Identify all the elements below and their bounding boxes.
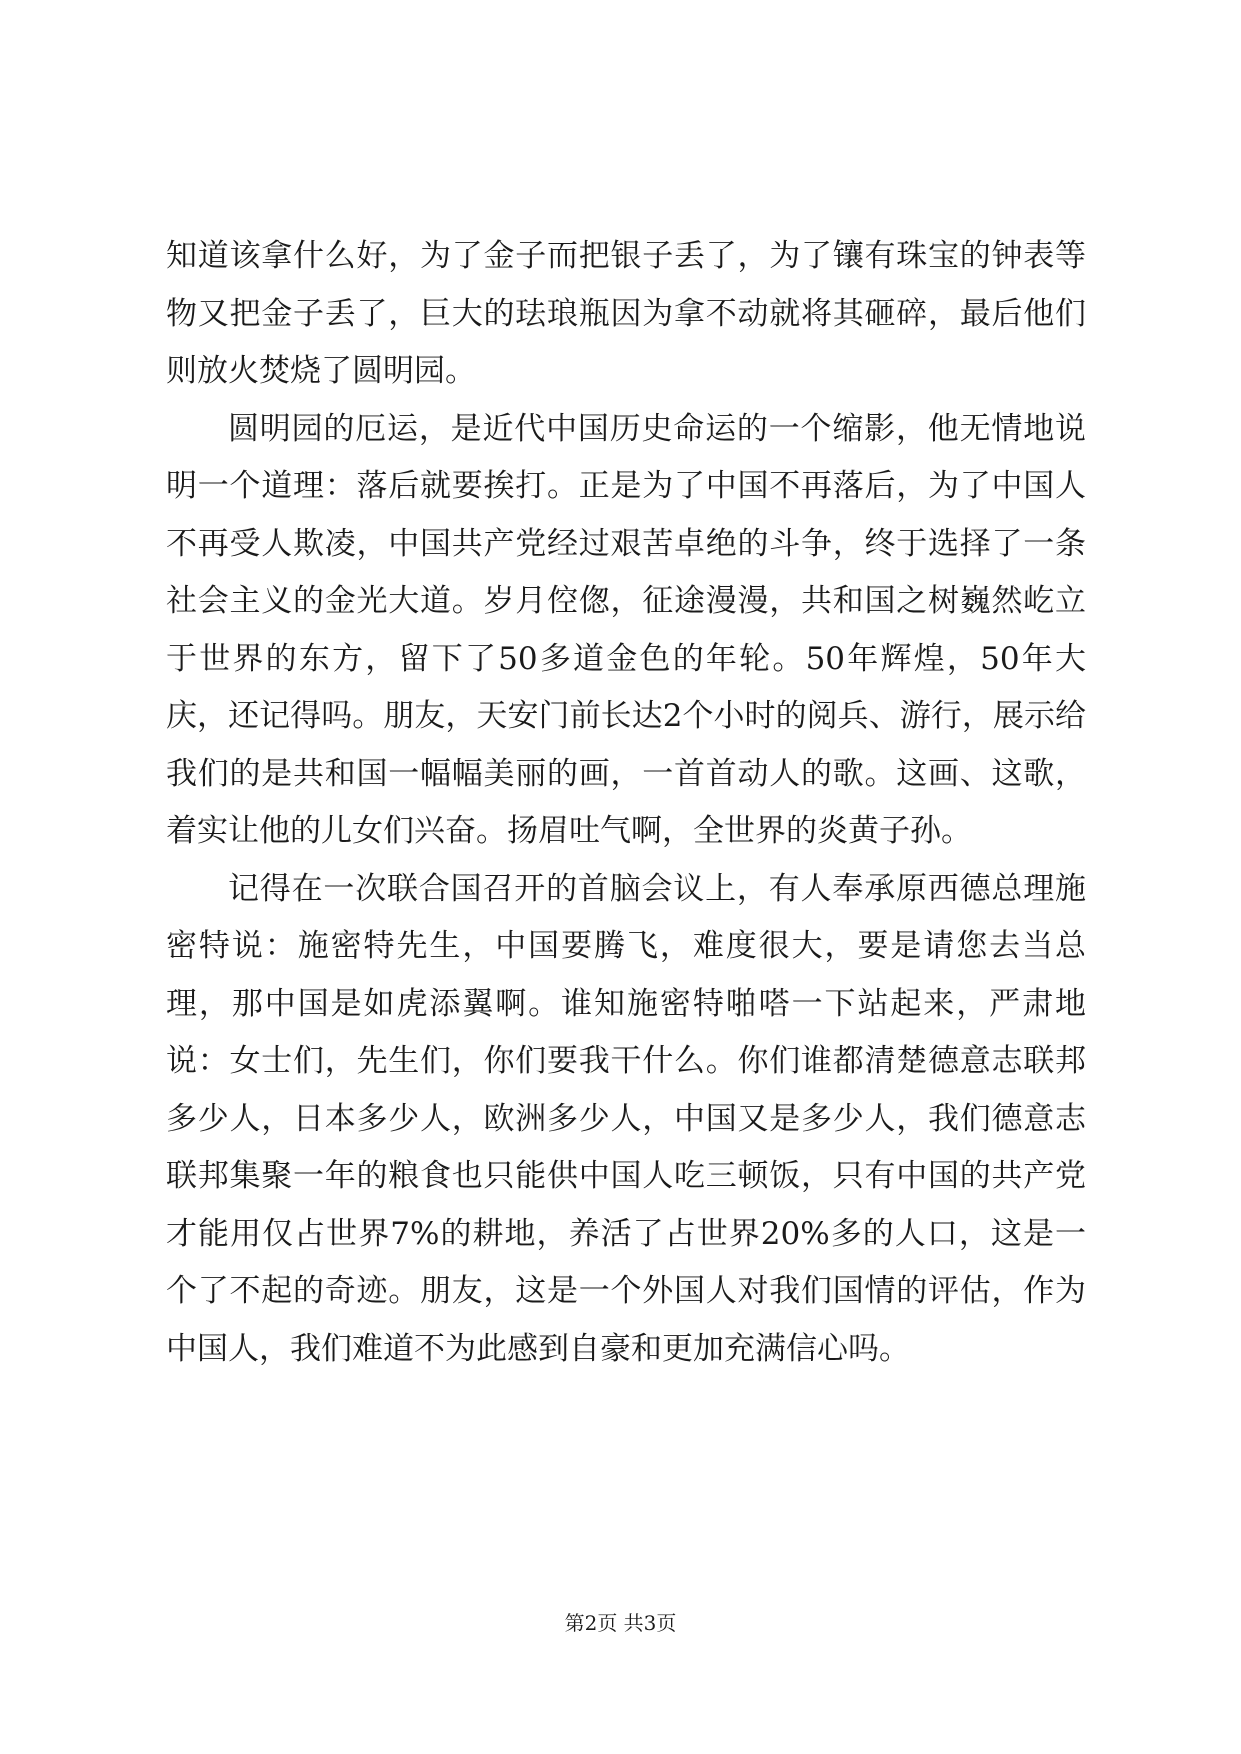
paragraph-2: 圆明园的厄运，是近代中国历史命运的一个缩影，他无情地说明一个道理：落后就要挨打。正是为了中国不再落后，为了中国人不再受人欺凌，中国共产党经过艰苦卓绝的斗争，终于选择了一条社会主义的金光大道。岁月倥偬，征途漫漫，共和国之树巍然屹立于世界的东方，留下了50多道金色的年轮。50年辉煌，50年大庆，还记得吗。朋友，天安门前长达2个小时的阅兵、游行，展示给我们的是共和国一幅幅美丽的画，一首首动人的歌。这画、这歌，着实让他的儿女们兴奋。扬眉吐气啊，全世界的炎黄子孙。 [166, 410, 1086, 849]
document-body [166, 228, 1086, 1378]
page-number-footer: 第2页 共3页 [564, 1611, 677, 1635]
paragraph-1: 知道该拿什么好，为了金子而把银子丢了，为了镶有珠宝的钟表等物又把金子丢了，巨大的珐琅瓶因为拿不动就将其砸碎，最后他们则放火焚烧了圆明园。 [166, 238, 1086, 389]
paragraph-3: 记得在一次联合国召开的首脑会议上，有人奉承原西德总理施密特说：施密特先生，中国要腾飞，难度很大，要是请您去当总理，那中国是如虎添翼啊。谁知施密特啪嗒一下站起来，严肃地说：女士们，先生们，你们要我干什么。你们谁都清楚德意志联邦多少人，日本多少人，欧洲多少人，中国又是多少人，我们德意志联邦集聚一年的粮食也只能供中国人吃三顿饭，只有中国的共产党才能用仅占世界7%的耕地，养活了占世界20%多的人口，这是一个了不起的奇迹。朋友，这是一个外国人对我们国情的评估，作为中国人，我们难道不为此感到自豪和更加充满信心吗。 [166, 870, 1086, 1367]
